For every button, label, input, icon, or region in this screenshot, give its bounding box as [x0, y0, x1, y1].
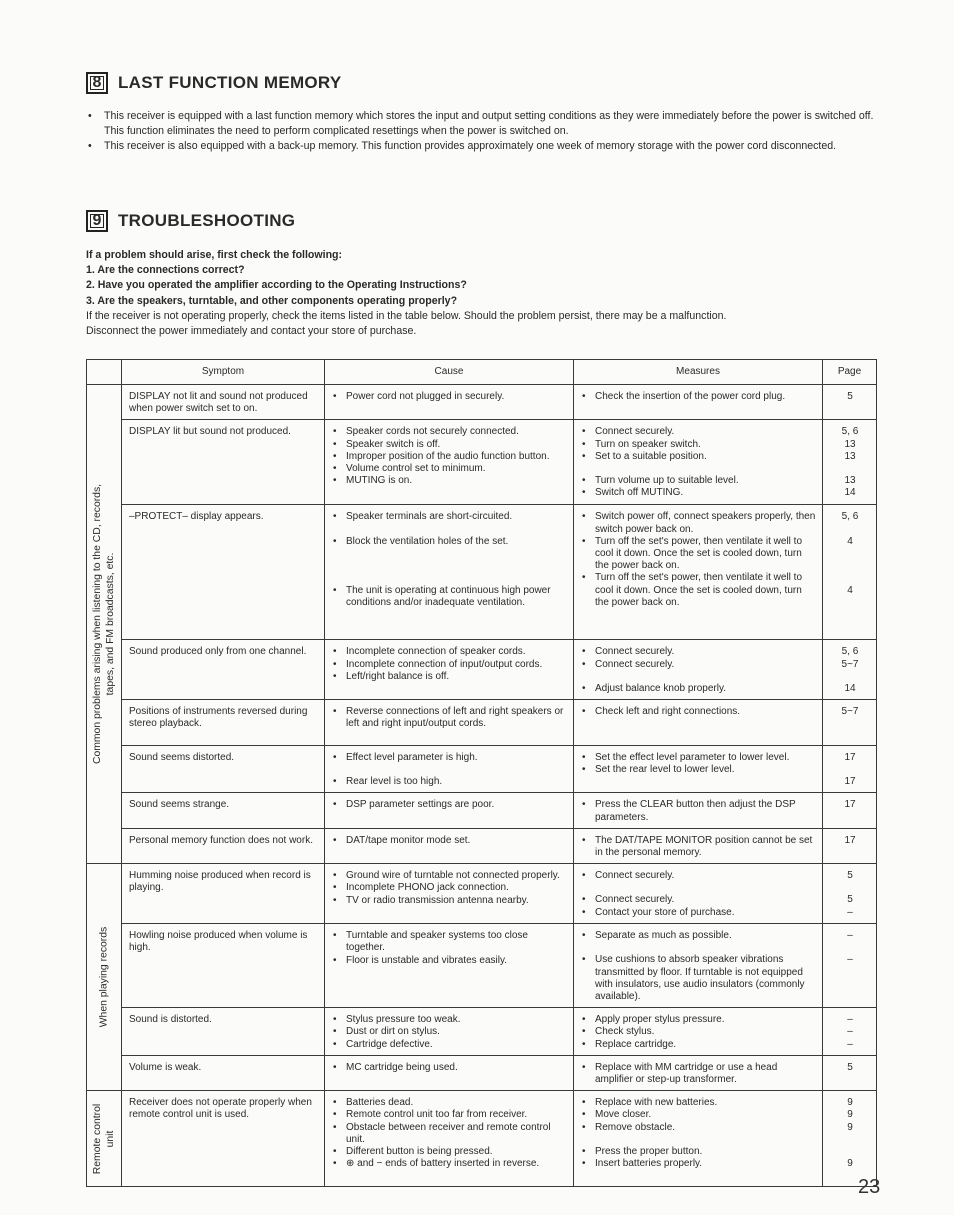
page-ref: 5, 6 — [841, 646, 859, 658]
measure-item: • The DAT/TAPE MONITOR position cannot be set in the personal memory. — [581, 835, 816, 859]
measures-cell — [574, 700, 823, 746]
page-ref: – — [847, 954, 853, 966]
cause-cell — [325, 640, 574, 700]
symptom-cell: Humming noise produced when record is playing. — [122, 864, 325, 924]
symptom-cell: Howling noise produced when volume is high. — [122, 924, 325, 1008]
cause-cell — [325, 385, 574, 420]
cause-item: • Block the ventilation holes of the set. — [332, 536, 567, 548]
page-cell — [823, 385, 877, 420]
page-ref: – — [847, 1026, 853, 1038]
page-number: 23 — [858, 1176, 881, 1198]
group-label-line: unit — [105, 1130, 116, 1148]
table-row — [87, 864, 877, 924]
group-label: When playing records — [98, 927, 110, 1028]
cause-item: • Different button is being pressed. — [332, 1146, 567, 1158]
cause-item: • Incomplete connection of input/output cords. — [332, 659, 567, 671]
cause-item: • Incomplete connection of speaker cords. — [332, 646, 567, 658]
page-ref: 13 — [844, 450, 856, 462]
group-label-line: Remote control — [92, 1103, 103, 1174]
cause-header: Cause — [325, 360, 574, 385]
section-8-heading — [86, 72, 342, 94]
measure-item: • Connect securely. — [581, 646, 816, 658]
table-row — [87, 505, 877, 640]
measure-item: • Switch power off, connect speakers properly, then switch power back on. — [581, 511, 816, 535]
page-ref: 5 — [847, 391, 853, 402]
page-ref: 9 — [847, 1121, 853, 1133]
cause-item: • DSP parameter settings are poor. — [332, 799, 567, 811]
page-ref: 14 — [844, 487, 856, 499]
measures-cell — [574, 924, 823, 1008]
cause-item: • ⊕ and − ends of battery inserted in reverse. — [332, 1158, 567, 1170]
cause-item: • Speaker terminals are short-circuited. — [332, 511, 567, 523]
symptom-cell: Sound seems distorted. — [122, 746, 325, 793]
section-8-number: 8 — [86, 72, 108, 94]
measures-cell — [574, 1055, 823, 1090]
cause-item: • Left/right balance is off. — [332, 671, 567, 683]
check-question-1: 1. Are the connections correct? — [86, 264, 245, 277]
page-ref: – — [847, 930, 853, 942]
bullet-item — [86, 139, 878, 154]
cause-item: • Power cord not plugged in securely. — [332, 391, 567, 403]
table-row — [87, 1055, 877, 1090]
symptom-cell: –PROTECT– display appears. — [122, 505, 325, 640]
measures-cell — [574, 640, 823, 700]
page-cell — [823, 640, 877, 700]
cause-item: • Obstacle between receiver and remote control unit. — [332, 1122, 567, 1146]
page-ref: 5~7 — [841, 706, 859, 718]
page-cell — [823, 793, 877, 828]
table-row — [87, 924, 877, 1008]
page-ref: 9 — [847, 1109, 853, 1121]
group-label-line: tapes, and FM broadcasts, etc. — [105, 552, 116, 696]
table-row — [87, 793, 877, 828]
section-9-number: 9 — [86, 210, 108, 232]
table-header-row — [87, 360, 877, 385]
measure-item: • Switch off MUTING. — [581, 487, 816, 499]
measure-item: • Press the CLEAR button then adjust the DSP parameters. — [581, 799, 816, 823]
cause-item: • Incomplete PHONO jack connection. — [332, 882, 567, 894]
cause-item: • MUTING is on. — [332, 475, 567, 487]
cause-cell — [325, 746, 574, 793]
cause-cell — [325, 828, 574, 863]
cause-item: • DAT/tape monitor mode set. — [332, 835, 567, 847]
page-ref: 9 — [847, 1157, 853, 1169]
measure-item: • Remove obstacle. — [581, 1122, 816, 1134]
symptom-cell: Receiver does not operate properly when remote control unit is used. — [122, 1091, 325, 1187]
table-row — [87, 746, 877, 793]
table-row — [87, 385, 877, 420]
page-ref — [830, 1146, 870, 1158]
bullet-item — [86, 109, 878, 139]
measure-item: • Replace with MM cartridge or use a head amplifier or step-up transformer. — [581, 1062, 816, 1086]
cause-item: • Effect level parameter is high. — [332, 752, 567, 764]
cause-item: • Floor is unstable and vibrates easily. — [332, 955, 567, 967]
measure-item: • Insert batteries properly. — [581, 1158, 816, 1170]
section-8-bullets — [86, 109, 878, 154]
measure-item: • Set the rear level to lower level. — [581, 764, 816, 776]
section-8-title: LAST FUNCTION MEMORY — [118, 73, 342, 92]
measures-cell — [574, 746, 823, 793]
bullet-text-continued: This function eliminates the need to perform complicated resettings when the power is switched on. — [104, 125, 569, 137]
symptom-header: Symptom — [122, 360, 325, 385]
cause-item: • Batteries dead. — [332, 1097, 567, 1109]
page-ref: 5, 6 — [841, 511, 859, 523]
page-ref: 13 — [844, 438, 856, 450]
cause-cell — [325, 1091, 574, 1187]
page-ref: – — [847, 1014, 853, 1026]
cause-cell — [325, 700, 574, 746]
page-cell — [823, 1008, 877, 1056]
measures-cell — [574, 828, 823, 863]
cause-item: • Improper position of the audio function button. — [332, 451, 567, 463]
measure-item: • Connect securely. — [581, 894, 816, 906]
measure-item: • Move closer. — [581, 1109, 816, 1121]
page-ref: 4 — [847, 535, 853, 547]
page-ref: 13 — [844, 475, 856, 487]
cause-cell — [325, 793, 574, 828]
group-label — [91, 1104, 117, 1174]
cause-cell — [325, 505, 574, 640]
cause-item: • Dust or dirt on stylus. — [332, 1026, 567, 1038]
measure-item: • Turn on speaker switch. — [581, 439, 816, 451]
cause-item: • Speaker cords not securely connected. — [332, 426, 567, 438]
section-9-heading — [86, 210, 295, 232]
cause-item: • Volume control set to minimum. — [332, 463, 567, 475]
page-ref: 17 — [844, 776, 856, 788]
symptom-cell: Positions of instruments reversed during stereo playback. — [122, 700, 325, 746]
measures-cell — [574, 1091, 823, 1187]
measures-cell — [574, 864, 823, 924]
measure-item: • Turn volume up to suitable level. — [581, 475, 816, 487]
troubleshooting-table — [86, 359, 877, 1187]
cause-item: • Reverse connections of left and right speakers or left and right input/output cords. — [332, 706, 567, 730]
measure-item: • Replace cartridge. — [581, 1039, 816, 1051]
page-ref: 17 — [844, 834, 856, 846]
cause-cell — [325, 1008, 574, 1056]
table-row — [87, 1091, 877, 1187]
group-remote-control — [87, 1091, 122, 1187]
measures-header: Measures — [574, 360, 823, 385]
page-cell — [823, 420, 877, 505]
measures-cell — [574, 420, 823, 505]
measure-item: • Apply proper stylus pressure. — [581, 1014, 816, 1026]
symptom-cell: DISPLAY lit but sound not produced. — [122, 420, 325, 505]
measure-item: • Connect securely. — [581, 426, 816, 438]
measure-item: • Connect securely. — [581, 659, 816, 671]
page-cell — [823, 864, 877, 924]
bullet-text: • This receiver is also equipped with a back-up memory. This function provides approximately one week of memory storage with the power cord disconnected. — [104, 140, 837, 152]
page-ref: – — [847, 906, 853, 918]
measure-item: • Replace with new batteries. — [581, 1097, 816, 1109]
measures-cell — [574, 505, 823, 640]
page-ref: 4 — [847, 584, 853, 596]
measure-item: • Check the insertion of the power cord plug. — [581, 391, 816, 403]
measure-item: • Set to a suitable position. — [581, 451, 816, 463]
measure-item: • Connect securely. — [581, 870, 816, 882]
page-ref: 17 — [844, 799, 856, 811]
symptom-cell: Sound seems strange. — [122, 793, 325, 828]
cause-cell — [325, 1055, 574, 1090]
measures-cell — [574, 793, 823, 828]
cause-item: • Remote control unit too far from receiver. — [332, 1109, 567, 1121]
group-label-line: Common problems arising when listening to the CD, records, — [92, 484, 103, 765]
table-row — [87, 828, 877, 863]
intro-lead: If a problem should arise, first check the following: — [86, 249, 343, 261]
cause-cell — [325, 420, 574, 505]
measure-item: • Check left and right connections. — [581, 706, 816, 718]
page-cell — [823, 1055, 877, 1090]
page-ref: 5 — [847, 894, 853, 906]
cause-item: • MC cartridge being used. — [332, 1062, 567, 1074]
symptom-cell: DISPLAY not lit and sound not produced when power switch set to on. — [122, 385, 325, 420]
cause-cell — [325, 864, 574, 924]
cause-item: • Cartridge defective. — [332, 1039, 567, 1051]
measure-item: • Contact your store of purchase. — [581, 907, 816, 919]
page-ref: 5 — [847, 1061, 853, 1073]
measure-item: • Turn off the set's power, then ventilate it well to cool it down. Once the set is cooled down, turn the power back on. — [581, 572, 816, 609]
cause-item: • Rear level is too high. — [332, 776, 567, 788]
measure-item: • Turn off the set's power, then ventilate it well to cool it down. Once the set is cooled down, turn the power back on. — [581, 536, 816, 573]
cause-item: • Speaker switch is off. — [332, 439, 567, 451]
page-ref: 9 — [847, 1097, 853, 1109]
section-9-title: TROUBLESHOOTING — [118, 211, 296, 230]
measures-cell — [574, 385, 823, 420]
page-ref: 14 — [844, 682, 856, 694]
group-header-cell — [87, 360, 122, 385]
group-playing-records — [87, 864, 122, 1091]
page-cell — [823, 746, 877, 793]
check-question-3: 3. Are the speakers, turntable, and other components operating properly? — [86, 294, 458, 307]
page-ref: 5~7 — [841, 658, 859, 670]
check-question-2: 2. Have you operated the amplifier according to the Operating Instructions? — [86, 279, 467, 292]
cause-cell — [325, 924, 574, 1008]
page-cell — [823, 505, 877, 640]
page-cell — [823, 700, 877, 746]
measure-item: • Use cushions to absorb speaker vibrations transmitted by floor. If turntable is not equipped with insulators, use audio insulators (commonly available). — [581, 954, 816, 1003]
measure-item: • Set the effect level parameter to lower level. — [581, 752, 816, 764]
page-header: Page — [823, 360, 877, 385]
table-row — [87, 640, 877, 700]
bullet-text: • This receiver is equipped with a last function memory which stores the input and output setting conditions as they were immediately before the power is switched off. — [104, 110, 874, 122]
measures-cell — [574, 1008, 823, 1056]
page-cell — [823, 924, 877, 1008]
measure-item: • Separate as much as possible. — [581, 930, 816, 942]
cause-item: • TV or radio transmission antenna nearby. — [332, 895, 567, 907]
cause-item: • The unit is operating at continuous high power conditions and/or inadequate ventilation. — [332, 585, 567, 609]
page-cell — [823, 1091, 877, 1187]
measure-item: • Press the proper button. — [581, 1146, 816, 1158]
group-label — [91, 484, 117, 764]
measure-item: • Adjust balance knob properly. — [581, 683, 816, 695]
cause-item: • Turntable and speaker systems too close together. — [332, 930, 567, 954]
troubleshooting-intro — [86, 248, 886, 339]
intro-paragraph-2: Disconnect the power immediately and contact your store of purchase. — [86, 325, 417, 338]
measure-item: • Check stylus. — [581, 1026, 816, 1038]
cause-item: • Stylus pressure too weak. — [332, 1014, 567, 1026]
table-row — [87, 420, 877, 505]
cause-item: • Ground wire of turntable not connected properly. — [332, 870, 567, 882]
symptom-cell: Volume is weak. — [122, 1055, 325, 1090]
group-common-problems — [87, 385, 122, 864]
symptom-cell: Personal memory function does not work. — [122, 828, 325, 863]
symptom-cell: Sound produced only from one channel. — [122, 640, 325, 700]
page-ref: – — [847, 1038, 853, 1050]
page-ref: 17 — [844, 752, 856, 764]
page-cell — [823, 828, 877, 863]
page-ref: 5 — [847, 870, 853, 882]
intro-paragraph: If the receiver is not operating properly, check the items listed in the table below. Should the problem persist, there may be a malfunction. — [86, 309, 727, 322]
symptom-cell: Sound is distorted. — [122, 1008, 325, 1056]
table-row — [87, 1008, 877, 1056]
page-ref: 5, 6 — [841, 426, 859, 438]
table-row — [87, 700, 877, 746]
